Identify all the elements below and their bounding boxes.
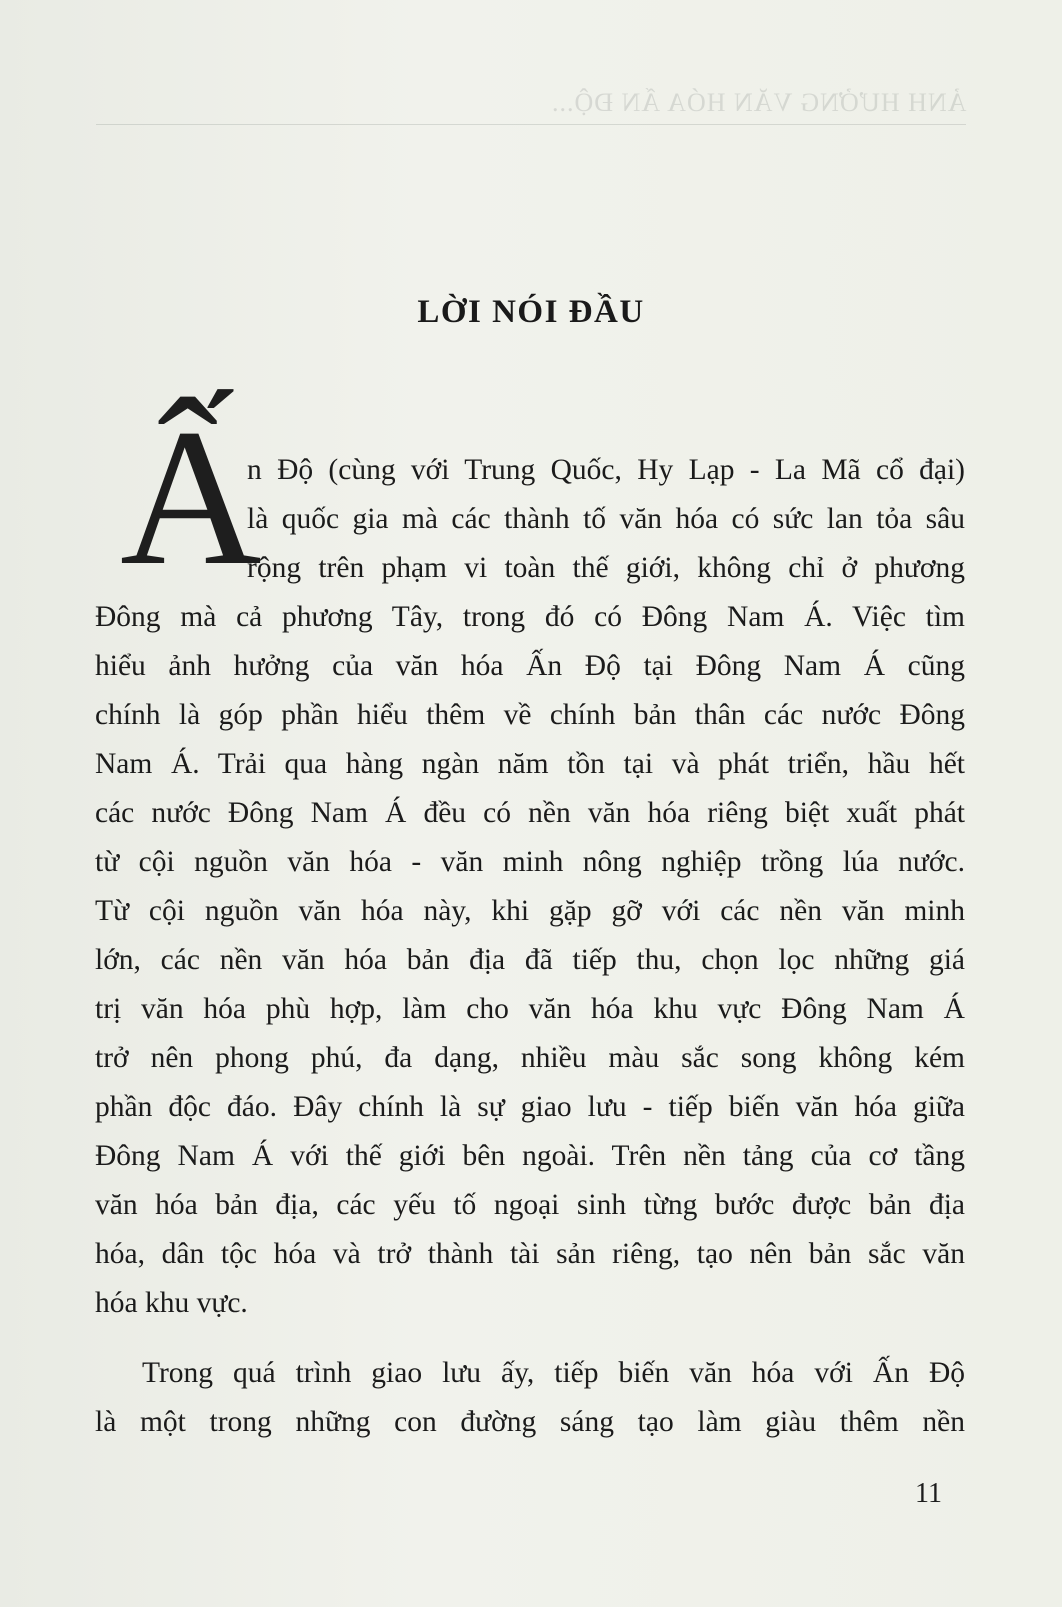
drop-cap: Ấ	[120, 389, 262, 606]
paragraph1-line-7: Nam Á. Trải qua hàng ngàn năm tồn tại và phát triển, hầu hết	[95, 748, 965, 780]
paragraph1-line-6: chính là góp phần hiểu thêm về chính bản thân các nước Đông	[95, 699, 965, 731]
paragraph1-line-8: các nước Đông Nam Á đều có nền văn hóa riêng biệt xuất phát	[95, 797, 965, 829]
paragraph1-line-16: văn hóa bản địa, các yếu tố ngoại sinh từng bước được bản địa	[95, 1189, 965, 1221]
paragraph2-line-2: là một trong những con đường sáng tạo làm giàu thêm nền	[95, 1406, 965, 1438]
paragraph1-line-12: trị văn hóa phù hợp, làm cho văn hóa khu vực Đông Nam Á	[95, 993, 965, 1025]
paragraph1-line-3: rộng trên phạm vi toàn thế giới, không chỉ ở phương	[247, 552, 965, 584]
paragraph1-line-13: trở nên phong phú, đa dạng, nhiều màu sắc song không kém	[95, 1042, 965, 1074]
paragraph1-line-11: lớn, các nền văn hóa bản địa đã tiếp thu, chọn lọc những giá	[95, 944, 965, 976]
paragraph1-line-18: hóa khu vực.	[95, 1287, 248, 1319]
bleed-through-header-text: ẢNH HƯỞNG VĂN HÓA ẤN ĐỘ...	[550, 88, 966, 117]
paragraph1-line-2: là quốc gia mà các thành tố văn hóa có sức lan tỏa sâu	[247, 503, 965, 535]
paragraph1-line-4: Đông mà cả phương Tây, trong đó có Đông Nam Á. Việc tìm	[95, 601, 965, 633]
paragraph1-line-10: Từ cội nguồn văn hóa này, khi gặp gỡ với các nền văn minh	[95, 895, 965, 927]
bleed-through-header	[96, 84, 966, 125]
page-title: LỜI NÓI ĐẦU	[417, 294, 645, 330]
page-number: 11	[915, 1478, 942, 1509]
paragraph1-line-15: Đông Nam Á với thế giới bên ngoài. Trên nền tảng của cơ tầng	[95, 1140, 965, 1172]
paragraph1-line-9: từ cội nguồn văn hóa - văn minh nông nghiệp trồng lúa nước.	[95, 846, 965, 878]
paragraph1-line-5: hiểu ảnh hưởng của văn hóa Ấn Độ tại Đông Nam Á cũng	[95, 650, 965, 682]
paragraph1-line-17: hóa, dân tộc hóa và trở thành tài sản riêng, tạo nên bản sắc văn	[95, 1238, 965, 1270]
paragraph2-line-1: Trong quá trình giao lưu ấy, tiếp biến văn hóa với Ấn Độ	[142, 1357, 965, 1389]
paragraph1-line-14: phần độc đáo. Đây chính là sự giao lưu - tiếp biến văn hóa giữa	[95, 1091, 965, 1123]
paragraph1-line-1: n Độ (cùng với Trung Quốc, Hy Lạp - La Mã cổ đại)	[247, 454, 965, 486]
